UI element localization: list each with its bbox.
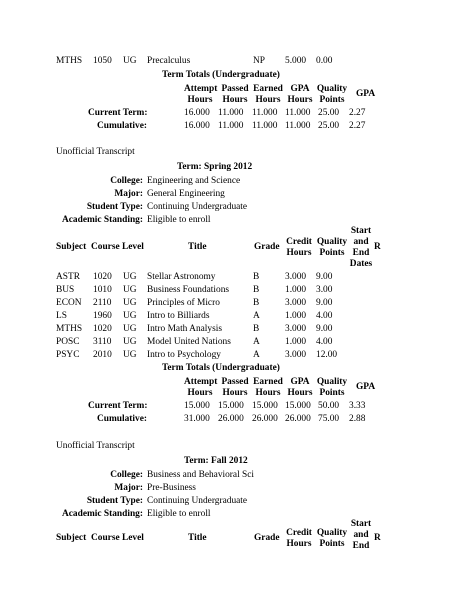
current-gpa-hours: 11.000 [285, 108, 311, 118]
course-number: 1020 [93, 324, 112, 334]
term-totals-label: Term Totals (Undergraduate) [162, 363, 280, 373]
college-value: Business and Behavioral Sci [147, 470, 255, 480]
course-title: Intro Math Analysis [147, 324, 222, 334]
cumulative-attempt: 31.000 [184, 414, 210, 424]
grade: A [253, 311, 260, 321]
level: UG [123, 324, 137, 334]
level: UG [123, 337, 137, 347]
course-title: Precalculus [147, 56, 191, 66]
cumulative-label: Cumulative: [97, 414, 147, 424]
college-value: Engineering and Science [147, 176, 241, 186]
current-term-label: Current Term: [88, 108, 148, 118]
subject: BUS [56, 285, 75, 295]
header-passed-hours: Passed Hours [221, 377, 249, 398]
grade: B [253, 298, 260, 308]
unofficial-transcript-label: Unofficial Transcript [56, 441, 135, 451]
col-quality-points: Quality Points [316, 237, 348, 258]
col-title: Title [188, 242, 207, 252]
student-type-label: Student Type: [86, 496, 143, 506]
cumulative-earned: 26.000 [252, 414, 278, 424]
quality-points: 9.00 [316, 324, 333, 334]
course-number: 1960 [93, 311, 112, 321]
grade: B [253, 272, 260, 282]
cumulative-earned: 11.000 [252, 121, 278, 131]
academic-standing-value: Eligible to enroll [147, 215, 211, 225]
academic-standing-label: Academic Standing: [62, 509, 143, 519]
col-grade: Grade [254, 242, 280, 252]
academic-standing-label: Academic Standing: [62, 215, 143, 225]
cumulative-gpa-hours: 11.000 [285, 121, 311, 131]
col-credit-hours: Credit Hours [286, 237, 312, 258]
quality-points: 4.00 [316, 337, 333, 347]
current-passed: 11.000 [218, 108, 244, 118]
level: UG [123, 298, 137, 308]
quality-points: 9.00 [316, 298, 333, 308]
col-credit-hours: Credit Hours [286, 528, 312, 549]
major-label: Major: [114, 189, 143, 199]
credit-hours: 1.000 [285, 337, 307, 347]
col-start-end-dates: Start and End [350, 519, 372, 551]
grade: A [253, 337, 260, 347]
grade: A [253, 350, 260, 360]
level: UG [123, 272, 137, 282]
col-start-end-dates: Start and End Dates [349, 226, 373, 269]
credit-hours: 3.000 [285, 272, 307, 282]
header-quality-points: Quality Points [316, 84, 348, 105]
grade: B [253, 324, 260, 334]
subject: ECON [56, 298, 82, 308]
student-type-label: Student Type: [86, 202, 143, 212]
current-quality: 50.00 [318, 401, 340, 411]
col-r: R [374, 533, 381, 543]
header-gpa: GPA [356, 382, 376, 392]
quality-points: 9.00 [316, 272, 333, 282]
header-gpa-hours: GPA Hours [287, 377, 313, 398]
current-gpa: 2.27 [349, 108, 366, 118]
course-number: 3110 [93, 337, 112, 347]
col-level: Level [122, 533, 144, 543]
subject: PSYC [56, 350, 80, 360]
col-course: Course [91, 533, 120, 543]
course-number: 2110 [93, 298, 112, 308]
cumulative-gpa: 2.27 [349, 121, 366, 131]
term-title: Term: Fall 2012 [184, 456, 248, 466]
term-totals-label: Term Totals (Undergraduate) [162, 70, 280, 80]
quality-points: 4.00 [316, 311, 333, 321]
current-gpa: 3.33 [349, 401, 366, 411]
current-earned: 11.000 [252, 108, 278, 118]
col-subject: Subject [56, 533, 87, 543]
major-value: Pre-Business [147, 483, 196, 493]
grade: NP [253, 56, 265, 66]
quality-points: 3.00 [316, 285, 333, 295]
grade: B [253, 285, 260, 295]
subject: MTHS [56, 56, 83, 66]
course-title: Model United Nations [147, 337, 231, 347]
header-passed-hours: Passed Hours [221, 84, 249, 105]
col-course: Course [91, 242, 120, 252]
current-gpa-hours: 15.000 [285, 401, 311, 411]
current-passed: 15.000 [218, 401, 244, 411]
level: UG [123, 285, 137, 295]
cumulative-label: Cumulative: [97, 121, 147, 131]
col-r: R [374, 242, 381, 252]
subject: POSC [56, 337, 80, 347]
credit-hours: 3.000 [285, 350, 307, 360]
major-label: Major: [114, 483, 143, 493]
header-gpa-hours: GPA Hours [287, 84, 313, 105]
student-type-value: Continuing Undergraduate [147, 202, 248, 212]
col-title: Title [188, 533, 207, 543]
current-term-label: Current Term: [88, 401, 148, 411]
term-title: Term: Spring 2012 [177, 162, 253, 172]
subject: LS [56, 311, 67, 321]
course-title: Business Foundations [147, 285, 230, 295]
course-title: Principles of Micro [147, 298, 220, 308]
level: UG [123, 56, 137, 66]
current-attempt: 15.000 [184, 401, 210, 411]
cumulative-passed: 26.000 [218, 414, 244, 424]
current-quality: 25.00 [318, 108, 340, 118]
major-value: General Engineering [147, 189, 225, 199]
subject: MTHS [56, 324, 83, 334]
header-earned-hours: Earned Hours [253, 84, 283, 105]
quality-points: 12.00 [316, 350, 338, 360]
student-type-value: Continuing Undergraduate [147, 496, 248, 506]
academic-standing-value: Eligible to enroll [147, 509, 211, 519]
subject: ASTR [56, 272, 80, 282]
college-label: College: [110, 176, 143, 186]
quality-points: 0.00 [316, 56, 333, 66]
cumulative-quality: 75.00 [318, 414, 340, 424]
college-label: College: [110, 470, 143, 480]
level: UG [123, 350, 137, 360]
col-subject: Subject [56, 242, 87, 252]
header-quality-points: Quality Points [316, 377, 348, 398]
credit-hours: 1.000 [285, 285, 307, 295]
col-level: Level [122, 242, 144, 252]
course-title: Intro to Psychology [147, 350, 221, 360]
cumulative-passed: 11.000 [218, 121, 244, 131]
course-number: 1010 [93, 285, 112, 295]
cumulative-quality: 25.00 [318, 121, 340, 131]
col-grade: Grade [254, 533, 280, 543]
cumulative-gpa-hours: 26.000 [285, 414, 311, 424]
course-number: 1050 [93, 56, 112, 66]
col-quality-points: Quality Points [316, 528, 348, 549]
course-title: Stellar Astronomy [147, 272, 216, 282]
credit-hours: 3.000 [285, 324, 307, 334]
cumulative-gpa: 2.88 [349, 414, 366, 424]
header-attempt-hours: Attempt Hours [184, 377, 218, 398]
current-attempt: 16.000 [184, 108, 210, 118]
level: UG [123, 311, 137, 321]
unofficial-transcript-label: Unofficial Transcript [56, 147, 135, 157]
credit-hours: 3.000 [285, 298, 307, 308]
course-number: 1020 [93, 272, 112, 282]
credit-hours: 5.000 [285, 56, 307, 66]
header-gpa: GPA [356, 89, 376, 99]
credit-hours: 1.000 [285, 311, 307, 321]
course-title: Intro to Billiards [147, 311, 210, 321]
header-earned-hours: Earned Hours [253, 377, 283, 398]
cumulative-attempt: 16.000 [184, 121, 210, 131]
current-earned: 15.000 [252, 401, 278, 411]
course-number: 2010 [93, 350, 112, 360]
header-attempt-hours: Attempt Hours [184, 84, 218, 105]
